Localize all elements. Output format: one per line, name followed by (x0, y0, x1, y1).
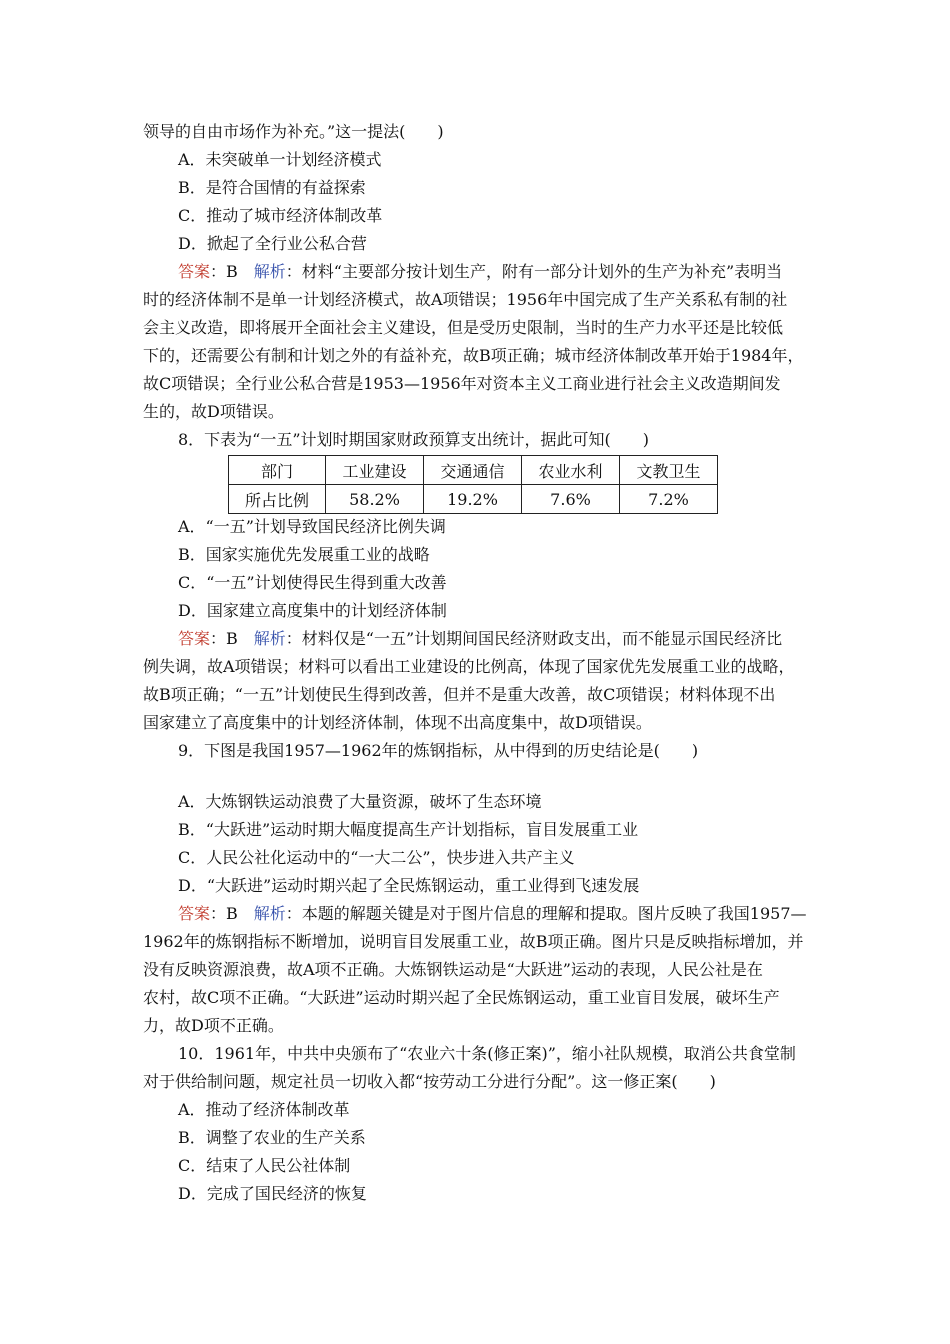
q8-stem: 8．下表为“一五”计划时期国家财政预算支出统计，据此可知( ) (178, 430, 650, 449)
q10-stem-line-2: 对于供给制问题，规定社员一切收入都“按劳动工分进行分配”。这一修正案( ) (143, 1072, 716, 1091)
analysis-text: ：本题的解题关键是对于图片信息的理解和提取。图片反映了我国1957— (285, 904, 807, 923)
q7-analysis-line: 故C项错误；全行业公私合营是1953—1956年对资本主义工商业进行社会主义改造期间发 (143, 374, 781, 393)
table-cell: 农业水利 (522, 456, 620, 485)
answer-label: 答案 (178, 904, 211, 923)
q7-option-a: A．未突破单一计划经济模式 (178, 150, 382, 169)
q7-answer-line (178, 262, 858, 282)
q7-analysis-line: 生的，故D项错误。 (143, 402, 284, 421)
analysis-label: 解析 (253, 904, 286, 923)
analysis-label: 解析 (253, 629, 286, 648)
q9-analysis-line: 农村，故C项不正确。“大跃进”运动时期兴起了全民炼钢运动，重工业盲目发展，破坏生产 (143, 988, 780, 1007)
budget-table (228, 455, 718, 514)
q7-analysis-line: 时的经济体制不是单一计划经济模式，故A项错误；1956年中国完成了生产关系私有制的社 (143, 290, 788, 309)
table-cell: 58.2% (326, 485, 424, 514)
q7-stem-tail: 领导的自由市场作为补充。”这一提法( ) (143, 122, 444, 141)
q8-analysis-line: 故B项正确；“一五”计划使民生得到改善，但并不是重大改善，故C项错误；材料体现不出 (143, 685, 776, 704)
answer-label: 答案 (178, 629, 211, 648)
q9-answer-line (178, 904, 858, 924)
table-row (229, 485, 718, 514)
q10-stem-line-1: 10．1961年，中共中央颁布了“农业六十条(修正案)”，缩小社队规模，取消公共食堂制 (178, 1044, 796, 1063)
q8-option-b: B．国家实施优先发展重工业的战略 (178, 545, 430, 564)
q10-option-c: C．结束了人民公社体制 (178, 1156, 351, 1175)
q9-option-b: B．“大跃进”运动时期大幅度提高生产计划指标，盲目发展重工业 (178, 820, 639, 839)
analysis-text: ：材料仅是“一五”计划期间国民经济财政支出，而不能显示国民经济比 (285, 629, 783, 648)
q8-answer-line (178, 629, 858, 649)
analysis-label: 解析 (253, 262, 286, 281)
table-cell: 所占比例 (229, 485, 326, 514)
q9-option-c: C．人民公社化运动中的“一大二公”，快步进入共产主义 (178, 848, 575, 867)
q9-analysis-line: 没有反映资源浪费，故A项不正确。大炼钢铁运动是“大跃进”运动的表现，人民公社是在 (143, 960, 763, 979)
q10-option-b: B．调整了农业的生产关系 (178, 1128, 366, 1147)
table-cell: 19.2% (424, 485, 522, 514)
table-row (229, 456, 718, 485)
q7-option-c: C．推动了城市经济体制改革 (178, 206, 383, 225)
q9-option-d: D．“大跃进”运动时期兴起了全民炼钢运动，重工业得到飞速发展 (178, 876, 640, 895)
q8-option-a: A．“一五”计划导致国民经济比例失调 (178, 517, 446, 536)
q8-option-c: C．“一五”计划使得民生得到重大改善 (178, 573, 447, 592)
answer-value: ：B (210, 262, 254, 281)
table-cell: 工业建设 (326, 456, 424, 485)
q8-option-d: D．国家建立高度集中的计划经济体制 (178, 601, 447, 620)
table-cell: 部门 (229, 456, 326, 485)
answer-value: ：B (210, 629, 254, 648)
q7-analysis-line: 下的，还需要公有制和计划之外的有益补充，故B项正确；城市经济体制改革开始于1984年， (143, 346, 804, 365)
analysis-text: ：材料“主要部分按计划生产，附有一部分计划外的生产为补充”表明当 (285, 262, 783, 281)
answer-label: 答案 (178, 262, 211, 281)
table-cell: 交通通信 (424, 456, 522, 485)
q7-analysis-line: 会主义改造，即将展开全面社会主义建设，但是受历史限制，当时的生产力水平还是比较低 (143, 318, 784, 337)
q8-analysis-line: 例失调，故A项错误；材料可以看出工业建设的比例高，体现了国家优先发展重工业的战略， (143, 657, 795, 676)
q7-option-b: B．是符合国情的有益探索 (178, 178, 366, 197)
q7-option-d: D．掀起了全行业公私合营 (178, 234, 367, 253)
table-cell: 7.6% (522, 485, 620, 514)
q8-analysis-line: 国家建立了高度集中的计划经济体制，体现不出高度集中，故D项错误。 (143, 713, 652, 732)
q9-stem: 9．下图是我国1957—1962年的炼钢指标，从中得到的历史结论是( ) (178, 741, 699, 760)
q9-analysis-line: 1962年的炼钢指标不断增加，说明盲目发展重工业，故B项正确。图片只是反映指标增加，并 (143, 932, 804, 951)
q10-option-a: A．推动了经济体制改革 (178, 1100, 350, 1119)
table-cell: 7.2% (620, 485, 718, 514)
q9-option-a: A．大炼钢铁运动浪费了大量资源，破坏了生态环境 (178, 792, 542, 811)
q10-option-d: D．完成了国民经济的恢复 (178, 1184, 367, 1203)
answer-value: ：B (210, 904, 254, 923)
q9-analysis-line: 力，故D项不正确。 (143, 1016, 284, 1035)
table-cell: 文教卫生 (620, 456, 718, 485)
